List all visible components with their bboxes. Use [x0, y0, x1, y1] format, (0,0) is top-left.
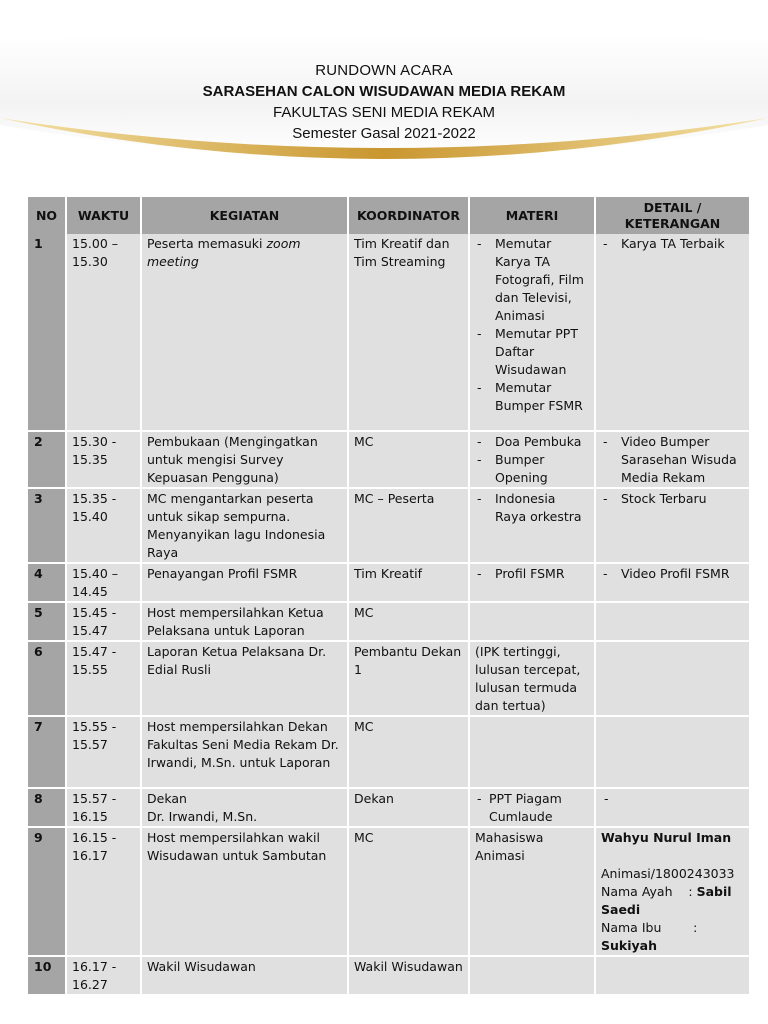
table-row — [28, 431, 750, 488]
time-cell: 16.17 - 16.27 — [66, 956, 141, 995]
student-name: Wahyu Nurul Iman — [601, 830, 732, 845]
time-cell: 15.55 - 15.57 — [66, 716, 141, 788]
semester-label: Semester Gasal 2021-2022 — [292, 125, 476, 142]
materials-cell — [469, 956, 595, 995]
details-cell — [595, 641, 750, 716]
coordinator-cell: Tim Kreatif dan Tim Streaming — [348, 234, 469, 431]
student-program-id: Animasi/1800243033 — [601, 866, 735, 881]
list-item: - Indonesia Raya orkestra — [475, 490, 590, 526]
table-row — [28, 563, 750, 602]
table-row — [28, 788, 750, 827]
list-item: - Stock Terbaru — [601, 490, 745, 508]
row-number: 1 — [28, 234, 66, 431]
time-cell: 15.47 - 15.55 — [66, 641, 141, 716]
activity-cell: Dekan Dr. Irwandi, M.Sn. — [141, 788, 348, 827]
document-label: RUNDOWN ACARA — [315, 62, 453, 79]
row-number: 2 — [28, 431, 66, 488]
row-number: 9 — [28, 827, 66, 956]
activity-cell: MC mengantarkan peserta untuk sikap sempurna. Menyanyikan lagu Indonesia Raya — [141, 488, 348, 563]
details-cell — [595, 431, 750, 488]
column-header-waktu: WAKTU — [66, 197, 141, 234]
time-cell: 15.35 - 15.40 — [66, 488, 141, 563]
activity-cell: Wakil Wisudawan — [141, 956, 348, 995]
coordinator-cell: Dekan — [348, 788, 469, 827]
activity-cell: Pembukaan (Mengingatkan untuk mengisi Survey Kepuasan Pengguna) — [141, 431, 348, 488]
table-row — [28, 234, 750, 431]
column-header-detail: DETAIL / KETERANGAN — [595, 197, 750, 234]
materials-cell: Mahasiswa Animasi — [469, 827, 595, 956]
coordinator-cell: Wakil Wisudawan — [348, 956, 469, 995]
details-cell — [595, 956, 750, 995]
list-item: - Karya TA Terbaik — [601, 235, 745, 253]
time-cell: 15.00 – 15.30 — [66, 234, 141, 431]
list-item: - Video Bumper Sarasehan Wisuda Media Rekam — [601, 433, 745, 487]
coordinator-cell: MC — [348, 602, 469, 641]
list-item: - Memutar PPT Daftar Wisudawan — [475, 325, 590, 379]
column-header-kegiatan: KEGIATAN — [141, 197, 348, 234]
coordinator-cell: MC — [348, 827, 469, 956]
materials-cell: (IPK tertinggi, lulusan tercepat, lulusan termuda dan tertua) — [469, 641, 595, 716]
time-cell: 15.40 – 14.45 — [66, 563, 141, 602]
materials-cell — [469, 788, 595, 827]
table-row — [28, 956, 750, 995]
table-row — [28, 716, 750, 788]
row-number: 10 — [28, 956, 66, 995]
details-cell — [595, 602, 750, 641]
time-cell: 15.57 - 16.15 — [66, 788, 141, 827]
mother-name-line: Nama Ibu : Sukiyah — [601, 920, 698, 953]
materials-cell — [469, 563, 595, 602]
row-number: 3 — [28, 488, 66, 563]
coordinator-cell: MC — [348, 431, 469, 488]
table-row — [28, 827, 750, 956]
column-header-materi: MATERI — [469, 197, 595, 234]
row-number: 8 — [28, 788, 66, 827]
coordinator-cell: Pembantu Dekan 1 — [348, 641, 469, 716]
list-item: - Video Profil FSMR — [601, 565, 745, 583]
list-item: - PPT Piagam Cumlaude — [475, 790, 590, 826]
table-row — [28, 641, 750, 716]
coordinator-cell: Tim Kreatif — [348, 563, 469, 602]
list-item: - Bumper Opening — [475, 451, 590, 487]
list-item: - Doa Pembuka — [475, 433, 590, 451]
header-banner — [0, 0, 768, 190]
details-cell — [595, 716, 750, 788]
materials-cell — [469, 716, 595, 788]
event-title: SARASEHAN CALON WISUDAWAN MEDIA REKAM — [202, 83, 566, 100]
faculty-name: FAKULTAS SENI MEDIA REKAM — [273, 104, 495, 121]
activity-cell: Host mempersilahkan Ketua Pelaksana untuk Laporan — [141, 602, 348, 641]
row-number: 5 — [28, 602, 66, 641]
materials-cell — [469, 488, 595, 563]
time-cell: 16.15 - 16.17 — [66, 827, 141, 956]
row-number: 7 — [28, 716, 66, 788]
coordinator-cell: MC — [348, 716, 469, 788]
activity-cell: Laporan Ketua Pelaksana Dr. Edial Rusli — [141, 641, 348, 716]
list-item: - Memutar Karya TA Fotografi, Film dan Televisi, Animasi — [475, 235, 590, 325]
activity-cell: Host mempersilahkan Dekan Fakultas Seni Media Rekam Dr. Irwandi, M.Sn. untuk Laporan — [141, 716, 348, 788]
materials-cell — [469, 602, 595, 641]
activity-cell: Peserta memasuki zoom meeting — [141, 234, 348, 431]
time-cell: 15.30 - 15.35 — [66, 431, 141, 488]
coordinator-cell: MC – Peserta — [348, 488, 469, 563]
table-row — [28, 488, 750, 563]
row-number: 4 — [28, 563, 66, 602]
table-row — [28, 602, 750, 641]
list-item: - Profil FSMR — [475, 565, 590, 583]
father-name-line: Nama Ayah : Sabil Saedi — [601, 884, 732, 917]
materials-cell — [469, 431, 595, 488]
list-item: - Memutar Bumper FSMR — [475, 379, 590, 415]
details-cell — [595, 827, 750, 956]
materials-cell — [469, 234, 595, 431]
details-cell: - — [595, 788, 750, 827]
column-header-koordinator: KOORDINATOR — [348, 197, 469, 234]
rundown-table — [28, 197, 751, 996]
row-number: 6 — [28, 641, 66, 716]
details-cell — [595, 234, 750, 431]
column-header-no: NO — [28, 197, 66, 234]
time-cell: 15.45 - 15.47 — [66, 602, 141, 641]
table-header-row — [28, 197, 750, 234]
details-cell — [595, 488, 750, 563]
activity-cell: Host mempersilahkan wakil Wisudawan untuk Sambutan — [141, 827, 348, 956]
details-cell — [595, 563, 750, 602]
activity-cell: Penayangan Profil FSMR — [141, 563, 348, 602]
